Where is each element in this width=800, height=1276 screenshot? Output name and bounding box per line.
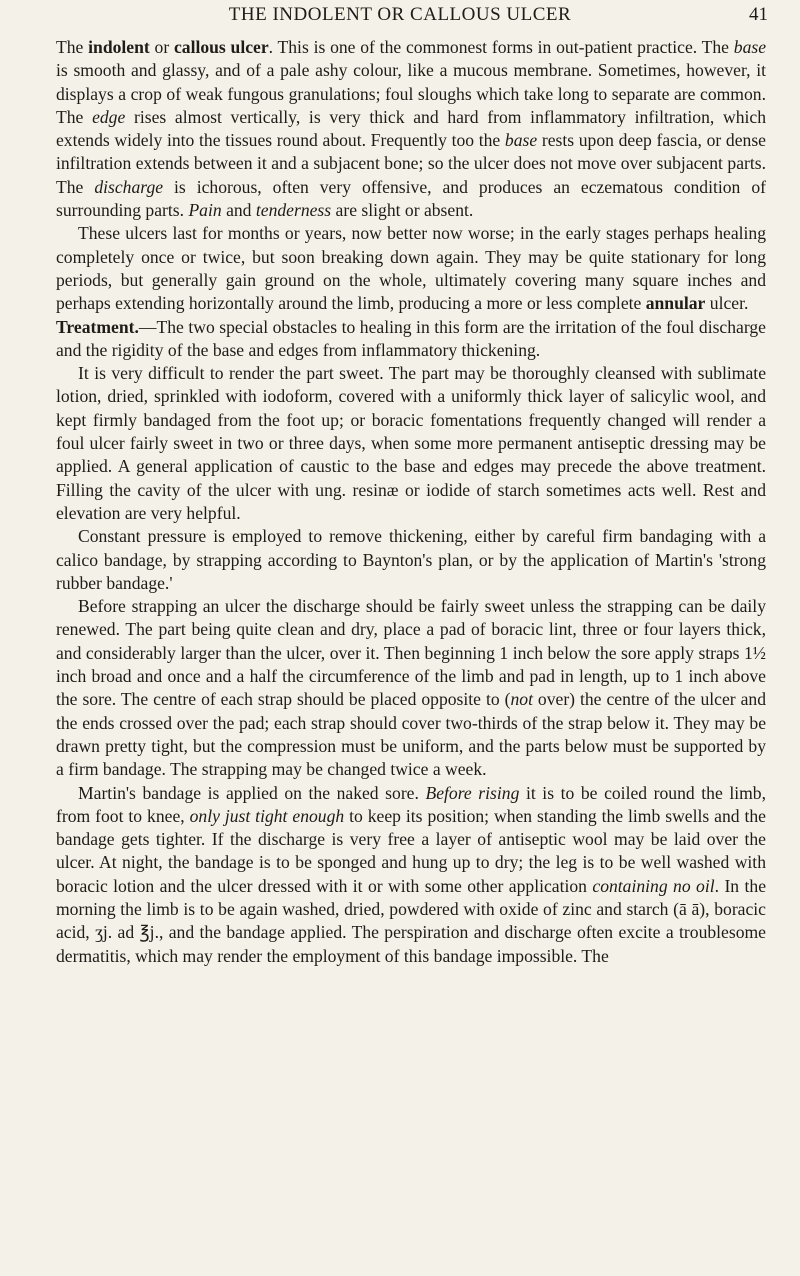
page-number: 41: [749, 4, 768, 25]
paragraph-description: The indolent or callous ulcer. This is one of the commonest forms in out-patient practice. The base is smooth and glassy, and of a pale ashy colour, like a mucous membrane. Sometimes, however, it displays a crop of weak fungous granulations; foul sloughs which take long to separate are common. The edge rises almost vertically, is very thick and hard from inflammatory infiltration, which extends widely into the tissues round about. Frequently too the base rests upon deep fascia, or dense infiltration extends between it and a subjacent bone; so the ulcer does not move over subjacent parts. The discharge is ichorous, often very offensive, and produces an eczematous condition of surrounding parts. Pain and tenderness are slight or absent.: [56, 37, 767, 221]
paragraph-martins-bandage: Martin's bandage is applied on the naked sore. Before rising it is to be coiled round the limb, from foot to knee, only just tight enough to keep its position; when standing the limb swells and the bandage gets tighter. If the discharge is very free a layer of antiseptic wool may be laid over the ulcer. At night, the bandage is to be sponged and hung up to dry; the leg is to be well washed with boracic lotion and the ulcer dressed with it or with some other application containing no oil. In the morning the limb is to be again washed, dried, powdered with oxide of zinc and starch (ā ā), boracic acid, ʒj. ad ℥j., and the bandage applied. The perspiration and discharge often excite a troublesome dermatitis, which may render the employment of this bandage impossible. The: [56, 782, 767, 966]
term-indolent: indolent: [88, 37, 150, 57]
term-callous-ulcer: callous ulcer: [173, 37, 269, 57]
section-heading-treatment: Treatment.: [56, 316, 139, 337]
term-annular: annular: [645, 293, 706, 314]
paragraph-pressure: Constant pressure is employed to remove thickening, either by careful firm bandaging with a calico bandage, by strapping according to Baynton's plan, or by the application of Martin's 'strong rubber bandage.': [56, 526, 766, 593]
paragraph-cleansing: It is very difficult to render the part sweet. The part may be thoroughly cleansed with sublimate lotion, dried, sprinkled with iodoform, covered with a uniformly thick layer of salicylic wool, and kept firmly bandaged from the foot up; or boracic fomentations frequently changed will render a foul ulcer fairly sweet in two or three days, when some more permanent antiseptic dressing may be applied. A general application of caustic to the base and edges may precede the above treatment. Filling the cavity of the ulcer with ung. resinæ or iodide of starch sometimes acts well. Rest and elevation are very helpful.: [56, 363, 766, 523]
paragraph-course: These ulcers last for months or years, now better now worse; in the early stages perhaps healing completely once or twice, but soon breaking down again. They may be quite stationary for long periods, but generally gain ground on the whole, ultimately covering many square inches and perhaps extending horizontally around the limb, producing a more or less complete annular ulcer.: [56, 223, 766, 314]
running-title: THE INDOLENT OR CALLOUS ULCER: [228, 4, 572, 25]
running-head: [0, 4, 800, 28]
paragraph-strapping: Before strapping an ulcer the discharge should be fairly sweet unless the strapping can be daily renewed. The part being quite clean and dry, place a pad of boracic lint, three or four layers thick, and considerably larger than the ulcer, over it. Then beginning 1 inch below the sore apply straps 1½ inch broad and once and a half the circumference of the limb and pad in length, up to 1 inch above the sore. The centre of each strap should be placed opposite to (not over) the centre of the ulcer and the ends crossed over the pad; each strap should cover two-thirds of the strap below it. They may be drawn pretty tight, but the compression must be uniform, and the parts below must be supported by a firm bandage. The strapping may be changed twice a week.: [56, 596, 767, 780]
body-text: [56, 36, 766, 968]
paragraph-treatment: Treatment.—The two special obstacles to healing in this form are the irritation of the foul discharge and the rigidity of the base and edges from inflammatory thickening.: [56, 316, 766, 360]
